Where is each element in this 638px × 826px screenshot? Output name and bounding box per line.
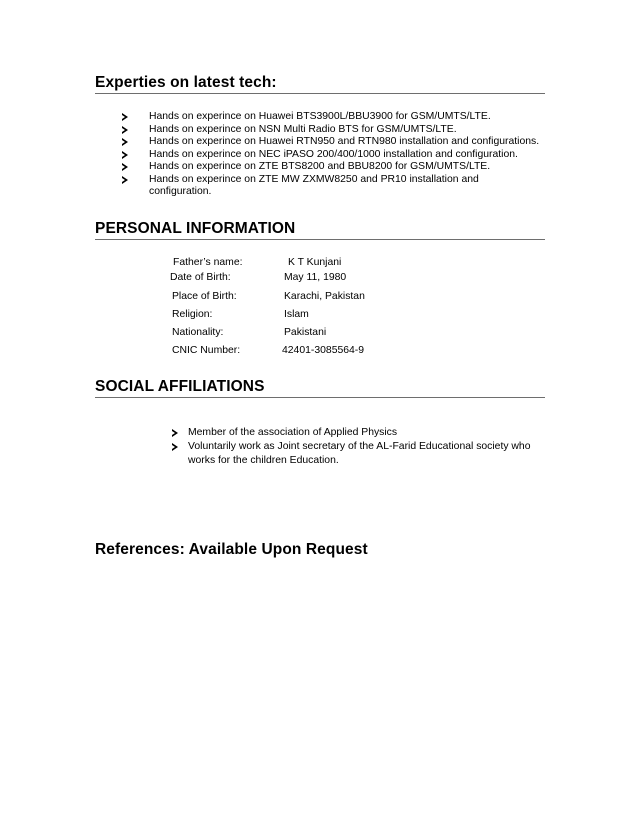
social-item: Voluntarily work as Joint secretary of the AL-Farid Educational society who works for the children Education. <box>188 440 538 468</box>
social-item: Member of the association of Applied Physics <box>188 426 538 440</box>
info-label-religion: Religion: <box>172 309 213 320</box>
arrow-bullet-icon <box>122 163 128 171</box>
info-label-place-of-birth: Place of Birth: <box>172 291 237 302</box>
info-value-fathers-name: K T Kunjani <box>288 257 342 268</box>
info-value-place-of-birth: Karachi, Pakistan <box>284 291 365 302</box>
expertise-heading: Experties on latest tech: <box>95 74 545 94</box>
expertise-item: Hands on experince on Huawei RTN950 and RTN980 installation and configurations. <box>149 136 549 149</box>
expertise-item: Hands on experince on NSN Multi Radio BTS for GSM/UMTS/LTE. <box>149 124 549 137</box>
info-value-nationality: Pakistani <box>284 327 327 338</box>
info-value-religion: Islam <box>284 309 309 320</box>
expertise-item: Hands on experince on ZTE BTS8200 and BBU8200 for GSM/UMTS/LTE. <box>149 161 549 174</box>
social-heading: SOCIAL AFFILIATIONS <box>95 378 545 398</box>
personal-heading: PERSONAL INFORMATION <box>95 220 545 240</box>
expertise-item: Hands on experince on Huawei BTS3900L/BBU3900 for GSM/UMTS/LTE. <box>149 111 549 124</box>
info-value-cnic-number: 42401-3085564-9 <box>282 345 365 356</box>
expertise-item: Hands on experince on NEC iPASO 200/400/1000 installation and configuration. <box>149 149 549 162</box>
info-label-fathers-name: Father’s name: <box>173 257 243 268</box>
arrow-bullet-icon <box>122 126 128 134</box>
arrow-bullet-icon <box>122 138 128 146</box>
arrow-bullet-icon <box>122 113 128 121</box>
expertise-item: Hands on experince on ZTE MW ZXMW8250 and PR10 installation and configuration. <box>149 174 489 199</box>
social-list <box>188 426 538 468</box>
arrow-bullet-icon <box>172 443 178 451</box>
info-value-date-of-birth: May 11, 1980 <box>284 272 347 283</box>
arrow-bullet-icon <box>122 176 128 184</box>
info-label-date-of-birth: Date of Birth: <box>170 272 231 283</box>
arrow-bullet-icon <box>172 429 178 437</box>
references-heading: References: Available Upon Request <box>95 541 368 558</box>
expertise-list <box>149 111 549 199</box>
info-label-nationality: Nationality: <box>172 327 224 338</box>
arrow-bullet-icon <box>122 151 128 159</box>
info-label-cnic-number: CNIC Number: <box>172 345 241 356</box>
